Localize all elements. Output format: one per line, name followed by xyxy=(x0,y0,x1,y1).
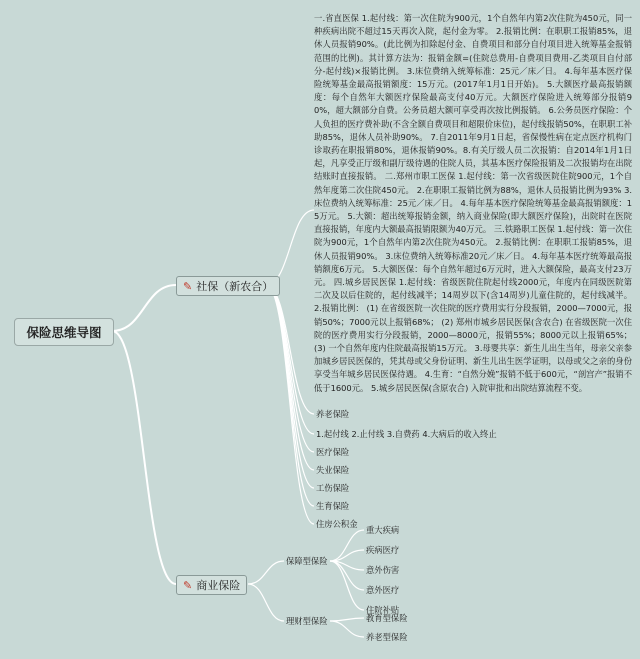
link-root-shebao xyxy=(112,285,176,331)
mindmap-topic-icon: ✎ xyxy=(183,578,193,592)
link-commercial-wealth xyxy=(248,584,284,621)
root-label: 保险思维导图 xyxy=(26,325,102,340)
link-shebao-0 xyxy=(266,210,314,285)
medical-details-text: 一.省直医保 1.起付线：第一次住院为900元，1个自然年内第2次住院为450元，同一种疾病出院不超过15天再次入院，起付金为零。 2.报销比例：在职职工报销85%，退休人员报销90%。(此比例为扣除起付金、自费项目和部分自付项目进入统筹基金报销范围的比例)。其计算方法为：报销金额=(住院总费用-自费项目费用-乙类项目自付部分-起付线)×报销比例。 3.床位费纳入统筹标准：25元／床／日。 4.每年基本医疗保险统筹基金最高报销额度：15万元。(2017年1月1日开始)。 5.大额医疗最高报销额度：每个自然年大额医疗保险最高支付40万元。大额医疗保险进入统筹部分报销90%，超大额部分自费。公务员超大额可享受再次按比例报销。 6.公务员医疗保险：个人负担的医疗费补助(不含全额自费项目和超限价床位)，起付线报销50%，在职职工补助85%，退休人员补助90%。 7.自2011年9月1日起，省保慢性病在定点医疗机构门诊取药在职报销80%，退休报销90%。8.有关厅级人员二次报销：自2014年1月1日起，凡享受正厅级和副厅级待遇的住院人员，其基本医疗保险报销及二次报销均在出院结账时直接报销。 二.郑州市职工医保 1.起付线：第一次省级医院住院900元，1个自然年度第二次住院450元。 2.在职职工报销比例为88%，退休人员报销比例为93% 3.床位费纳入统筹标准：25元／床／日。 4.每年基本医疗保险统筹基金最高报销额度：15万元。 5.大额：超出统筹报销金额，纳入商业保险(即大额医疗保险)，出院时在医院直接报销，年度内大额最高报销限额为40万元。 三.铁路职工医保 1.起付线：第一次住院为900元，1个自然年内第2次住院为450元。 2.报销比例：在职职工报销85%，退休人员报销90%。 3.床位费纳入统筹标准20元／床／日。 4.每年基本医疗统筹最高报销额度6万元。 5.大额医保：每个自然年超过6万元时，进入大额保险，最高支付23万元。 四.城乡居民医保 1.起付线：省级医院住院起付线2000元，年度内在同级医院第二次及以后住院的，起付线减半；14周岁以下(含14周岁)儿童住院的，起付线减半。 2.报销比例： (1) 在省级医院一次住院的医疗费用实行分段报销，2000—7000元，报销50%；7000元以上报销68%； (2) 郑州市城乡居民医保(含农合) 在省级医院一次住院的医疗费用实行分段报销，2000—8000元，报销55%；8000元以上报销65%； (3) 一个自然年度内住院最高报销15万元。 3.母婴共享：新生儿出生当年，母亲父亲参加城乡居民医保的，凭其母或父身份证明、新生儿出生医学证明，以母或父之亲的身份享受当年城乡居民医保待遇。 4.生育：“自然分娩”报销不低于600元，“剖宫产”报销不低于1600元。 5.城乡居民医保(含原农合) 入院审批和出院结算流程不变。 xyxy=(314,13,632,393)
item-hospital-allowance[interactable]: 住院补贴 xyxy=(366,605,400,615)
link-protection-4 xyxy=(330,561,364,610)
item-education[interactable]: 教育型保险 xyxy=(366,613,408,623)
group-protection[interactable]: 保障型保险 xyxy=(286,556,328,566)
link-shebao-6 xyxy=(266,285,314,506)
group-wealth[interactable]: 理财型保险 xyxy=(286,616,328,626)
link-wealth-0 xyxy=(330,618,364,621)
branch-commercial-label: 商业保险 xyxy=(196,579,241,592)
item-retirement[interactable]: 养老型保险 xyxy=(366,632,408,642)
link-shebao-3 xyxy=(266,285,314,452)
root-node[interactable] xyxy=(14,318,114,346)
topic-medical[interactable]: 医疗保险 xyxy=(316,447,350,457)
topic-unemployment[interactable]: 失业保险 xyxy=(316,465,350,475)
mindmap-topic-icon: ✎ xyxy=(183,279,193,293)
link-root-commercial xyxy=(112,331,176,584)
branch-commercial[interactable] xyxy=(176,575,247,595)
topic-pension-notes[interactable]: 1.起付线 2.止付线 3.自费药 4.大病后的收入终止 xyxy=(316,429,497,439)
topic-work-injury[interactable]: 工伤保险 xyxy=(316,483,350,493)
item-disease-medical[interactable]: 疾病医疗 xyxy=(366,545,400,555)
item-critical-illness[interactable]: 重大疾病 xyxy=(366,525,400,535)
item-accident-injury[interactable]: 意外伤害 xyxy=(366,565,400,575)
item-accident-medical[interactable]: 意外医疗 xyxy=(366,585,400,595)
branch-shebao-label: 社保（新农合） xyxy=(196,280,274,293)
link-shebao-7 xyxy=(266,285,314,524)
topic-housing-fund[interactable]: 住房公积金 xyxy=(316,519,358,529)
link-wealth-1 xyxy=(330,621,364,637)
topic-pension[interactable]: 养老保险 xyxy=(316,409,350,419)
link-protection-0 xyxy=(330,530,364,561)
branch-shebao[interactable] xyxy=(176,276,280,296)
link-commercial-protection xyxy=(248,561,284,584)
link-shebao-5 xyxy=(266,285,314,488)
link-shebao-4 xyxy=(266,285,314,470)
link-shebao-2 xyxy=(266,285,314,434)
topic-maternity[interactable]: 生育保险 xyxy=(316,501,350,511)
